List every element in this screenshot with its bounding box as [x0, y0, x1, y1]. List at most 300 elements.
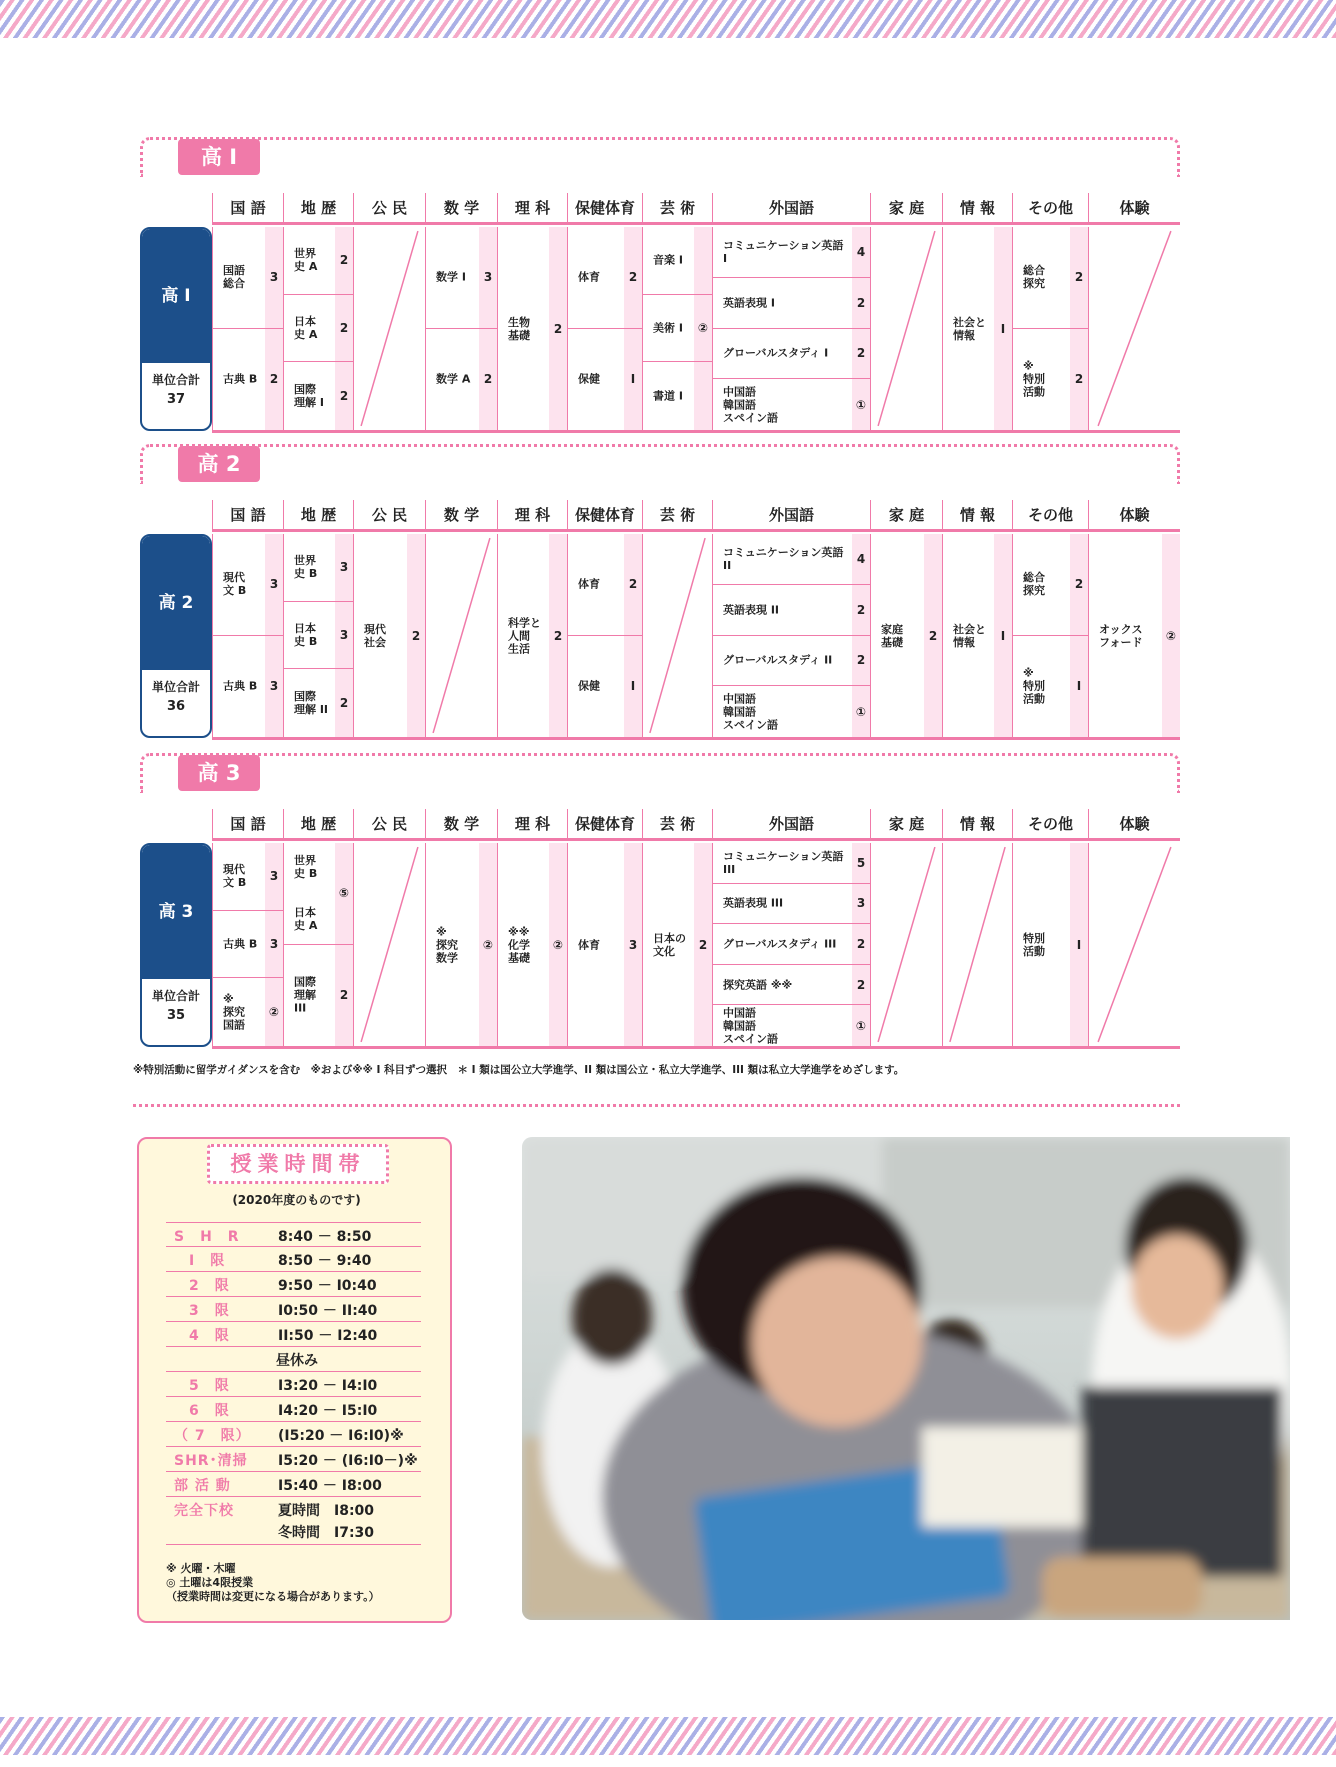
course-name: 古典 B — [223, 937, 258, 951]
period-label: I 限 — [174, 1253, 226, 1269]
course-name: 英語表現 III — [723, 896, 784, 910]
course-units: 2 — [1074, 372, 1084, 387]
course-name: 体育 — [578, 270, 600, 284]
period-label: 部 活 動 — [174, 1478, 231, 1494]
course-name: 国際 理解 III — [294, 975, 316, 1015]
subject-column — [497, 534, 567, 740]
course-name: ※ 探究 数学 — [436, 925, 458, 964]
course-cell — [498, 534, 567, 737]
course-units: ② — [697, 320, 709, 335]
grade-card — [140, 534, 212, 738]
subject-column — [283, 227, 353, 433]
subject-column — [642, 227, 712, 433]
period-label: 完全下校 — [174, 1503, 234, 1519]
subject-column — [870, 227, 942, 433]
subject-header: 家 庭 — [870, 193, 942, 225]
not-offered-slash — [643, 534, 712, 737]
course-name: コミュニケーション英語 II — [723, 545, 844, 572]
course-cell — [284, 227, 353, 295]
course-name: 英語表現 II — [723, 603, 780, 617]
course-name: グローバルスタディ II — [723, 653, 833, 667]
period-time: I4:20 － I5:I0 — [278, 1403, 378, 1419]
total-units-value: 36 — [166, 699, 186, 714]
course-units: 3 — [339, 627, 349, 642]
subject-header: 家 庭 — [870, 500, 942, 532]
course-name: グローバルスタディ I — [723, 346, 829, 360]
course-cell — [713, 1005, 870, 1046]
dotted-separator — [133, 1104, 1180, 1107]
course-units: ① — [855, 704, 867, 719]
not-offered-slash — [871, 227, 942, 430]
course-name: 社会と 情報 — [953, 622, 986, 649]
course-name: ※※ 化学 基礎 — [508, 925, 530, 964]
course-name: コミュニケーション英語 III — [723, 849, 844, 876]
subject-header: 数 学 — [425, 809, 497, 841]
not-offered-slash — [871, 843, 942, 1046]
course-cell — [568, 636, 642, 738]
subject-header: 保健体育 — [567, 500, 642, 532]
course-cell — [354, 534, 425, 737]
subject-column — [497, 227, 567, 433]
course-cell — [213, 636, 283, 738]
schedule-subtitle: (2020年度のものです) — [232, 1193, 361, 1207]
period-label: 5 限 — [174, 1378, 230, 1394]
subject-header: その他 — [1012, 500, 1088, 532]
period-time: 8:50 － 9:40 — [278, 1253, 372, 1269]
course-units: 2 — [339, 253, 349, 268]
not-offered-slash — [1089, 227, 1180, 430]
schedule-title: 授業時間帯 — [207, 1144, 389, 1184]
not-offered-slash — [354, 843, 425, 1046]
subject-header: 保健体育 — [567, 193, 642, 225]
subject-header: 体験 — [1088, 500, 1180, 532]
subject-column — [712, 534, 870, 740]
period-time: I3:20 － I4:I0 — [278, 1378, 378, 1394]
section-tag: 高 2 — [178, 446, 260, 482]
course-cell — [213, 911, 283, 979]
course-name: 書道 I — [653, 389, 683, 403]
course-name: 国際 理解 II — [294, 690, 329, 717]
course-units: 2 — [856, 653, 866, 668]
subject-column — [712, 227, 870, 433]
course-units: ② — [268, 1005, 280, 1020]
period-label: S H R — [174, 1229, 240, 1245]
schedule-row — [166, 1372, 421, 1397]
course-name: コミュニケーション英語 I — [723, 238, 844, 265]
section-frame — [140, 753, 1180, 793]
period-time: I5:40 － I8:00 — [278, 1478, 382, 1494]
course-name: 中国語 韓国語 スペイン語 — [723, 692, 778, 732]
course-cell — [943, 227, 1012, 430]
subject-column — [425, 843, 497, 1049]
period-label: 3 限 — [174, 1303, 230, 1319]
total-units-label: 単位合計 — [151, 373, 200, 387]
course-cell — [643, 227, 712, 295]
course-cell — [284, 362, 353, 430]
course-name: 古典 B — [223, 679, 258, 693]
schedule-note: （授業時間は変更になる場合があります。） — [166, 1590, 380, 1603]
course-units: 2 — [928, 628, 938, 643]
period-time: (I5:20 － I6:I0)※ — [278, 1428, 404, 1444]
course-name: 世界 史 B 日本 史 A — [294, 854, 318, 933]
course-units: 2 — [339, 320, 349, 335]
course-cell — [643, 295, 712, 363]
course-units: I — [1000, 321, 1006, 336]
grade-card — [140, 843, 212, 1047]
subject-header: 外国語 — [712, 809, 870, 841]
top-stripe-band — [0, 0, 1336, 38]
course-cell — [568, 227, 642, 329]
schedule-row — [166, 1472, 421, 1497]
curriculum-footnote: ※特別活動に留学ガイダンスを含む ※および※※ I 科目ずつ選択 ＊ I 類は国公立大学進学、II 類は国公立・私立大学進学、III 類は私立大学進学をめざします。 — [133, 1064, 905, 1076]
course-cell — [213, 843, 283, 911]
course-units: 2 — [856, 295, 866, 310]
period-label: 2 限 — [174, 1278, 230, 1294]
subject-column — [870, 534, 942, 740]
course-units: ② — [1165, 628, 1177, 643]
course-units: 2 — [856, 602, 866, 617]
subject-column — [212, 534, 283, 740]
subject-column — [567, 843, 642, 1049]
subject-column — [942, 227, 1012, 433]
course-units: 2 — [339, 988, 349, 1003]
course-cell — [426, 843, 497, 1046]
course-name: 体育 — [578, 577, 600, 591]
course-cell — [568, 843, 642, 1046]
grade-section — [140, 444, 1180, 744]
schedule-row — [166, 1272, 421, 1297]
course-name: 中国語 韓国語 スペイン語 — [723, 385, 778, 425]
course-cell — [568, 329, 642, 431]
subject-column — [1088, 534, 1180, 740]
not-offered-slash — [354, 227, 425, 430]
course-cell — [498, 843, 567, 1046]
course-units: 3 — [269, 936, 279, 951]
subject-column — [353, 534, 425, 740]
course-cell — [713, 227, 870, 278]
total-units-value: 37 — [166, 392, 186, 407]
course-name: 体育 — [578, 938, 600, 951]
period-time: I5:20 － (I6:I0－)※ — [278, 1453, 418, 1469]
section-tag: 高 3 — [178, 755, 260, 791]
course-name: 数学 I — [436, 270, 466, 284]
course-cell — [1013, 227, 1088, 329]
subject-header: 公 民 — [353, 193, 425, 225]
subject-header: その他 — [1012, 193, 1088, 225]
period-time: 昼休み — [276, 1353, 318, 1369]
schedule-row — [166, 1447, 421, 1472]
schedule-row — [166, 1247, 421, 1272]
course-cell — [284, 945, 353, 1047]
subject-header: その他 — [1012, 809, 1088, 841]
course-units: 3 — [339, 560, 349, 575]
subject-header: 理 科 — [497, 193, 567, 225]
subject-header: 国 語 — [212, 193, 283, 225]
course-units: 2 — [628, 577, 638, 592]
total-units-label: 単位合計 — [151, 989, 200, 1003]
subject-column — [712, 843, 870, 1049]
course-cell — [426, 329, 497, 431]
course-cell — [871, 534, 942, 737]
course-cell — [713, 965, 870, 1006]
course-units: 4 — [856, 551, 866, 566]
course-cell — [1013, 329, 1088, 431]
schedule-row — [166, 1497, 421, 1545]
schedule-rows — [166, 1222, 421, 1545]
subject-column — [425, 227, 497, 433]
course-name: ※ 特別 活動 — [1023, 666, 1045, 706]
grade-card — [140, 227, 212, 431]
subject-column — [642, 843, 712, 1049]
not-offered-slash — [1089, 843, 1180, 1046]
subject-header: 地 歴 — [283, 809, 353, 841]
course-name: 家庭 基礎 — [881, 622, 903, 649]
grade-name: 高 3 — [142, 845, 210, 979]
course-name: 特別 活動 — [1023, 931, 1045, 958]
course-cell — [426, 227, 497, 329]
subject-column — [1088, 843, 1180, 1049]
subject-column — [1088, 227, 1180, 433]
subject-header: 芸 術 — [642, 193, 712, 225]
subject-column — [497, 843, 567, 1049]
course-name: 中国語 韓国語 スペイン語 — [723, 1006, 778, 1046]
course-name: 現代 文 B — [223, 863, 247, 890]
course-cell — [213, 227, 283, 329]
course-name: 総合 探究 — [1023, 264, 1045, 291]
subject-column — [1012, 227, 1088, 433]
course-name: 日本の 文化 — [653, 931, 686, 958]
course-units: ② — [482, 937, 494, 952]
course-units: 3 — [269, 270, 279, 285]
course-cell — [1089, 534, 1180, 737]
course-name: 数学 A — [436, 372, 471, 386]
subject-header: 保健体育 — [567, 809, 642, 841]
course-name: ※ 特別 活動 — [1023, 359, 1045, 399]
course-name: 生物 基礎 — [508, 315, 530, 342]
subject-column — [1012, 534, 1088, 740]
course-units: I — [1076, 679, 1082, 694]
course-cell — [284, 534, 353, 602]
course-name: 美術 I — [653, 321, 683, 335]
schedule-row — [166, 1422, 421, 1447]
course-units: 2 — [856, 977, 866, 992]
subject-header: 地 歴 — [283, 193, 353, 225]
grade-section — [140, 137, 1180, 437]
course-name: 現代 社会 — [364, 622, 386, 649]
course-name: 探究英語 ※※ — [723, 978, 793, 992]
period-label: （ 7 限） — [174, 1428, 251, 1444]
course-name: 科学と 人間 生活 — [508, 616, 541, 655]
course-cell — [498, 227, 567, 430]
course-name: 社会と 情報 — [953, 315, 986, 342]
course-units: 2 — [1074, 577, 1084, 592]
course-units: I — [1076, 937, 1082, 952]
course-cell — [713, 585, 870, 636]
subject-header: 数 学 — [425, 500, 497, 532]
course-name: 国際 理解 I — [294, 383, 324, 410]
course-name: 世界 史 A — [294, 247, 318, 274]
course-units: 2 — [269, 372, 279, 387]
period-time: I0:50 － II:40 — [278, 1303, 378, 1319]
subject-headers — [140, 193, 1180, 225]
course-cell — [713, 379, 870, 430]
course-name: オックス フォード — [1099, 622, 1143, 649]
subject-header: 情 報 — [942, 193, 1012, 225]
course-cell — [1013, 636, 1088, 738]
course-cell — [713, 843, 870, 884]
course-cell — [213, 534, 283, 636]
course-cell — [568, 534, 642, 636]
course-units: 3 — [269, 869, 279, 884]
course-units: ① — [855, 1018, 867, 1033]
subject-grid — [140, 534, 1180, 740]
course-units: 2 — [339, 389, 349, 404]
period-label: SHR･清掃 — [174, 1453, 248, 1469]
period-time: II:50 － I2:40 — [278, 1328, 378, 1344]
period-time: 夏時間 I8:00 — [278, 1503, 375, 1519]
course-name: 保健 — [578, 372, 600, 386]
course-cell — [1013, 534, 1088, 636]
not-offered-slash — [943, 843, 1012, 1046]
course-units: 3 — [483, 270, 493, 285]
section-frame — [140, 137, 1180, 177]
period-time: 8:40 － 8:50 — [278, 1229, 372, 1245]
course-units: 2 — [628, 270, 638, 285]
schedule-row — [166, 1322, 421, 1347]
schedule-row — [166, 1397, 421, 1422]
course-cell — [1013, 843, 1088, 1046]
subject-header: 外国語 — [712, 193, 870, 225]
course-units: 2 — [856, 346, 866, 361]
subject-column — [567, 227, 642, 433]
course-units: ⑤ — [338, 886, 350, 901]
subject-header: 理 科 — [497, 500, 567, 532]
subject-header: 情 報 — [942, 500, 1012, 532]
course-units: 2 — [698, 937, 708, 952]
period-time: 9:50 － I0:40 — [278, 1278, 377, 1294]
grade-name: 高 2 — [142, 536, 210, 670]
subject-column — [1012, 843, 1088, 1049]
course-name: 日本 史 A — [294, 314, 318, 341]
schedule-note: ※ 火曜・木曜 — [166, 1562, 236, 1575]
course-cell — [284, 669, 353, 737]
subject-column — [870, 843, 942, 1049]
grade-name: 高 I — [142, 229, 210, 363]
grade-section — [140, 753, 1180, 1053]
schedule-row — [166, 1222, 421, 1247]
subject-column — [567, 534, 642, 740]
schedule-notes — [166, 1562, 380, 1604]
course-units: 2 — [553, 321, 563, 336]
course-cell — [284, 602, 353, 670]
subject-header: 公 民 — [353, 809, 425, 841]
subject-header: 体験 — [1088, 193, 1180, 225]
course-cell — [213, 978, 283, 1046]
subject-header: 家 庭 — [870, 809, 942, 841]
course-name: グローバルスタディ III — [723, 937, 837, 951]
period-time-alt: 冬時間 I7:30 — [278, 1525, 375, 1541]
subject-header: 外国語 — [712, 500, 870, 532]
section-frame — [140, 444, 1180, 484]
course-cell — [713, 636, 870, 687]
course-name: 国語 総合 — [223, 264, 245, 291]
subject-header: 数 学 — [425, 193, 497, 225]
subject-header: 地 歴 — [283, 500, 353, 532]
subject-header: 情 報 — [942, 809, 1012, 841]
subject-headers — [140, 500, 1180, 532]
course-cell — [713, 924, 870, 965]
total-units-label: 単位合計 — [151, 680, 200, 694]
course-cell — [943, 534, 1012, 737]
course-cell — [713, 686, 870, 737]
subject-column — [425, 534, 497, 740]
schedule-row — [166, 1297, 421, 1322]
course-units: 2 — [483, 372, 493, 387]
subject-header: 芸 術 — [642, 500, 712, 532]
subject-header: 国 語 — [212, 809, 283, 841]
course-units: 2 — [856, 936, 866, 951]
course-units: I — [630, 372, 636, 387]
course-name: 英語表現 I — [723, 296, 775, 310]
schedule-row — [166, 1347, 421, 1372]
subject-column — [353, 843, 425, 1049]
course-units: 3 — [856, 896, 866, 911]
course-name: 総合 探究 — [1023, 571, 1045, 598]
course-units: 3 — [269, 577, 279, 592]
class-schedule-box — [137, 1137, 452, 1623]
subject-headers — [140, 809, 1180, 841]
course-name: 古典 B — [223, 372, 258, 386]
course-cell — [713, 278, 870, 329]
course-name: 日本 史 B — [294, 621, 318, 648]
period-label: 4 限 — [174, 1328, 230, 1344]
course-units: 2 — [553, 628, 563, 643]
course-name: 現代 文 B — [223, 571, 247, 598]
subject-grid — [140, 843, 1180, 1049]
course-cell — [213, 329, 283, 431]
course-units: 3 — [269, 679, 279, 694]
course-cell — [713, 329, 870, 380]
subject-column — [942, 843, 1012, 1049]
course-units: 2 — [1074, 270, 1084, 285]
course-cell — [643, 362, 712, 430]
bottom-stripe-band — [0, 1717, 1336, 1755]
subject-header: 芸 術 — [642, 809, 712, 841]
subject-column — [283, 843, 353, 1049]
classroom-photo-illustration — [522, 1137, 1290, 1620]
not-offered-slash — [426, 534, 497, 737]
subject-column — [212, 843, 283, 1049]
subject-header: 体験 — [1088, 809, 1180, 841]
subject-column — [283, 534, 353, 740]
course-cell — [284, 843, 353, 945]
subject-column — [212, 227, 283, 433]
course-units: 5 — [856, 855, 866, 870]
course-units: I — [630, 679, 636, 694]
course-name: ※ 探究 国語 — [223, 992, 245, 1032]
subject-header: 理 科 — [497, 809, 567, 841]
subject-header: 国 語 — [212, 500, 283, 532]
course-units: 3 — [628, 937, 638, 952]
course-units: 2 — [339, 696, 349, 711]
course-units: I — [1000, 628, 1006, 643]
course-cell — [643, 843, 712, 1046]
section-tag: 高 I — [178, 139, 260, 175]
course-units: ① — [855, 397, 867, 412]
subject-column — [942, 534, 1012, 740]
course-name: 保健 — [578, 679, 600, 693]
schedule-note: ◎ 土曜は4限授業 — [166, 1576, 254, 1589]
